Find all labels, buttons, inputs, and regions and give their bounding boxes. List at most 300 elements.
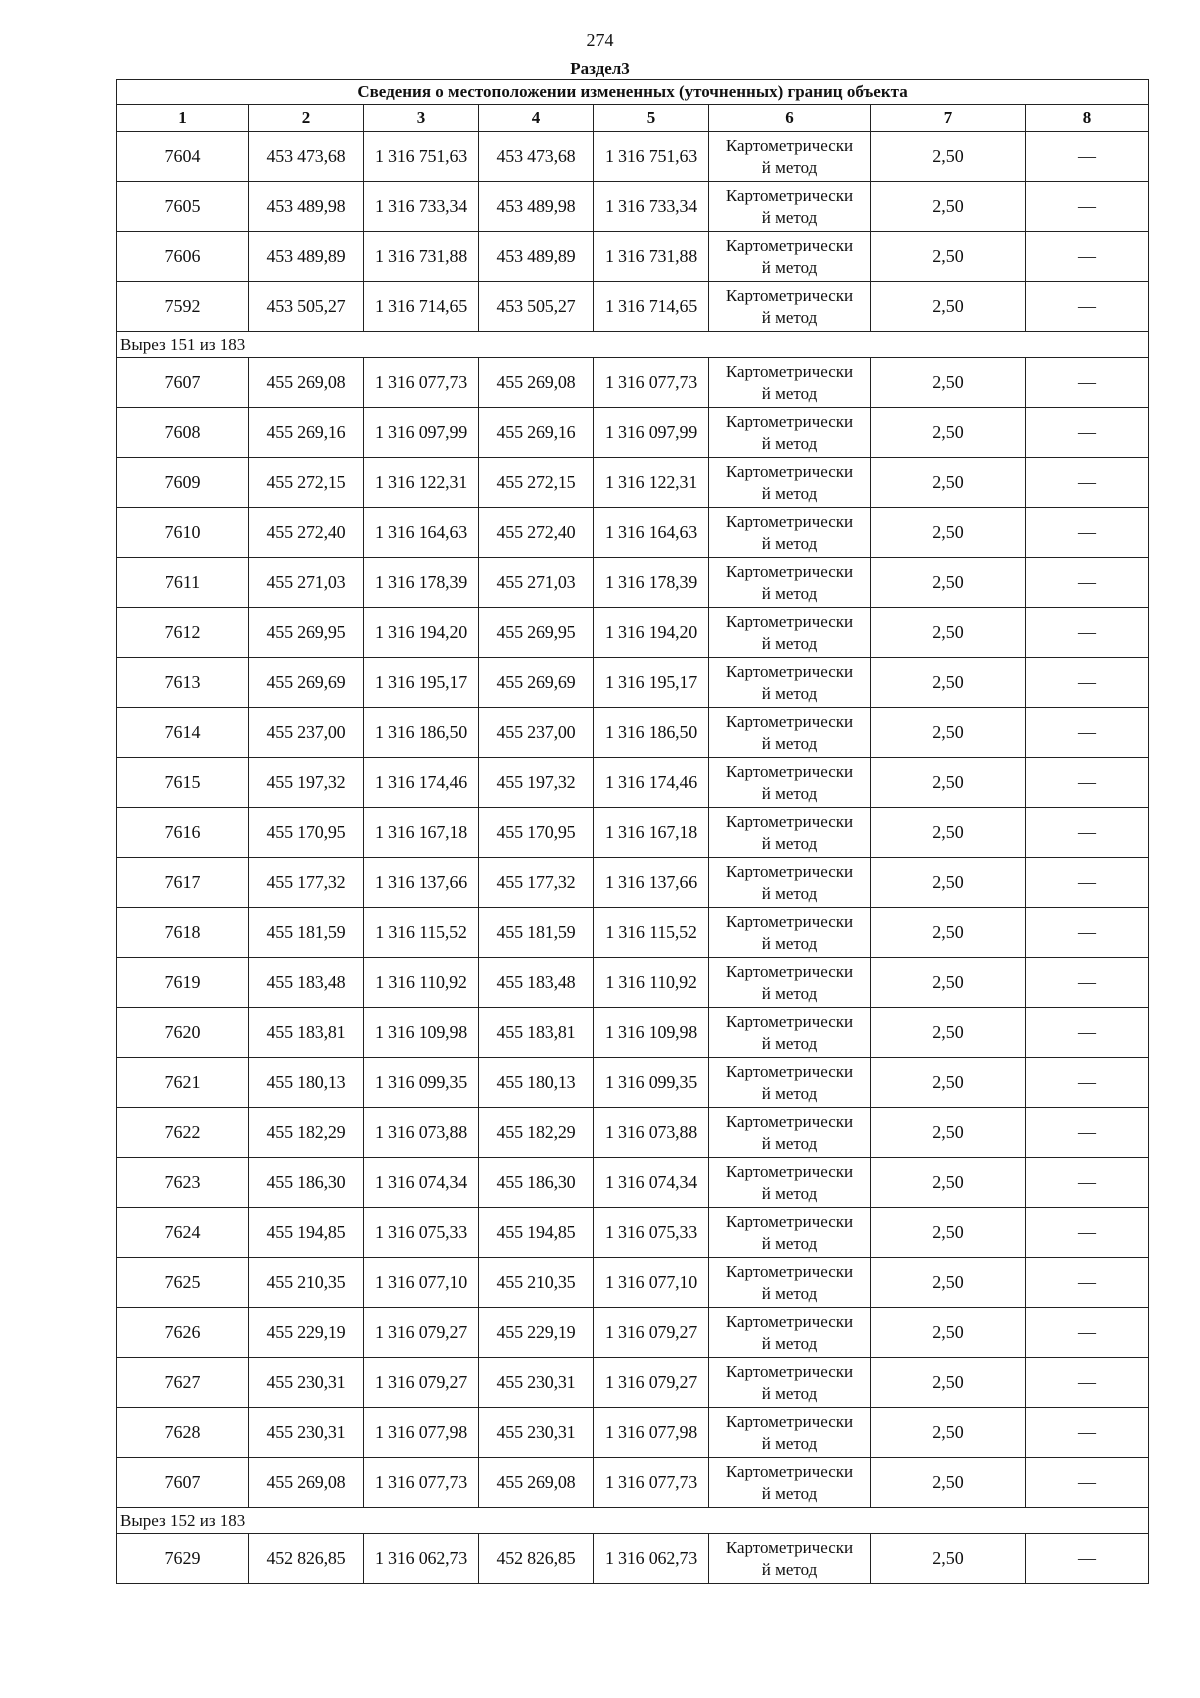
- method-cell: [709, 1358, 871, 1408]
- method-text-line2: й метод: [761, 1333, 818, 1353]
- point-number-cell: 7615: [117, 758, 249, 808]
- method-cell: [709, 282, 871, 332]
- point-number-cell: 7619: [117, 958, 249, 1008]
- method-text-line2: й метод: [761, 783, 818, 803]
- method-text-line2: й метод: [761, 1283, 818, 1303]
- point-number-cell: 7622: [117, 1108, 249, 1158]
- x-new-cell: 455 181,59: [479, 908, 594, 958]
- x-existing-cell: 455 229,19: [249, 1308, 364, 1358]
- method-text-line1: Картометрически: [725, 661, 854, 681]
- accuracy-cell: 2,50: [871, 908, 1026, 958]
- y-existing-cell: 1 316 751,63: [364, 132, 479, 182]
- table-row: [117, 1308, 1149, 1358]
- x-existing-cell: 455 186,30: [249, 1158, 364, 1208]
- x-new-cell: 455 271,03: [479, 558, 594, 608]
- method-text-line2: й метод: [761, 733, 818, 753]
- table-row: [117, 858, 1149, 908]
- y-new-cell: 1 316 074,34: [594, 1158, 709, 1208]
- method-cell: [709, 182, 871, 232]
- y-existing-cell: 1 316 186,50: [364, 708, 479, 758]
- y-new-cell: 1 316 137,66: [594, 858, 709, 908]
- x-new-cell: 455 182,29: [479, 1108, 594, 1158]
- x-new-cell: 455 269,16: [479, 408, 594, 458]
- y-existing-cell: 1 316 077,98: [364, 1408, 479, 1458]
- accuracy-cell: 2,50: [871, 132, 1026, 182]
- y-new-cell: 1 316 186,50: [594, 708, 709, 758]
- x-new-cell: 455 272,15: [479, 458, 594, 508]
- method-text-line2: й метод: [761, 883, 818, 903]
- table-row: [117, 1458, 1149, 1508]
- x-existing-cell: 455 269,95: [249, 608, 364, 658]
- accuracy-cell: 2,50: [871, 1358, 1026, 1408]
- point-number-cell: 7608: [117, 408, 249, 458]
- accuracy-cell: 2,50: [871, 408, 1026, 458]
- method-cell: [709, 558, 871, 608]
- y-existing-cell: 1 316 097,99: [364, 408, 479, 458]
- method-text-line1: Картометрически: [725, 361, 854, 381]
- method-text-line1: Картометрически: [725, 861, 854, 881]
- accuracy-cell: 2,50: [871, 358, 1026, 408]
- y-existing-cell: 1 316 137,66: [364, 858, 479, 908]
- description-cell: —: [1026, 558, 1149, 608]
- y-new-cell: 1 316 122,31: [594, 458, 709, 508]
- method-cell: [709, 1008, 871, 1058]
- description-cell: —: [1026, 282, 1149, 332]
- method-text-line1: Картометрически: [725, 1461, 854, 1481]
- method-text-line1: Картометрически: [725, 185, 854, 205]
- method-text-line1: Картометрически: [725, 611, 854, 631]
- method-text-line2: й метод: [761, 633, 818, 653]
- description-cell: —: [1026, 358, 1149, 408]
- y-new-cell: 1 316 077,98: [594, 1408, 709, 1458]
- method-text-line1: Картометрически: [725, 1361, 854, 1381]
- x-existing-cell: 455 269,16: [249, 408, 364, 458]
- table-row: [117, 1258, 1149, 1308]
- y-new-cell: 1 316 714,65: [594, 282, 709, 332]
- method-text-line1: Картометрически: [725, 1311, 854, 1331]
- method-text-line1: Картометрически: [725, 511, 854, 531]
- description-cell: —: [1026, 958, 1149, 1008]
- accuracy-cell: 2,50: [871, 858, 1026, 908]
- x-new-cell: 455 269,95: [479, 608, 594, 658]
- table-caption: Сведения о местоположении измененных (уточненных) границ объекта: [117, 80, 1149, 105]
- point-number-cell: 7623: [117, 1158, 249, 1208]
- cutout-section-row: [117, 1508, 1149, 1534]
- y-new-cell: 1 316 167,18: [594, 808, 709, 858]
- method-text-line1: Картометрически: [725, 1161, 854, 1181]
- x-new-cell: 455 197,32: [479, 758, 594, 808]
- x-existing-cell: 455 183,81: [249, 1008, 364, 1058]
- y-new-cell: 1 316 079,27: [594, 1308, 709, 1358]
- method-text-line2: й метод: [761, 1559, 818, 1579]
- y-existing-cell: 1 316 077,73: [364, 358, 479, 408]
- accuracy-cell: 2,50: [871, 808, 1026, 858]
- y-new-cell: 1 316 075,33: [594, 1208, 709, 1258]
- column-header: 6: [709, 105, 871, 132]
- point-number-cell: 7609: [117, 458, 249, 508]
- y-existing-cell: 1 316 099,35: [364, 1058, 479, 1108]
- table-row: [117, 758, 1149, 808]
- method-text-line2: й метод: [761, 983, 818, 1003]
- method-text-line1: Картометрически: [725, 561, 854, 581]
- method-text-line2: й метод: [761, 533, 818, 553]
- x-existing-cell: 455 180,13: [249, 1058, 364, 1108]
- method-text-line2: й метод: [761, 583, 818, 603]
- method-text-line1: Картометрически: [725, 961, 854, 981]
- description-cell: —: [1026, 508, 1149, 558]
- point-number-cell: 7607: [117, 1458, 249, 1508]
- point-number-cell: 7628: [117, 1408, 249, 1458]
- method-text-line1: Картометрически: [725, 1537, 854, 1557]
- method-text-line2: й метод: [761, 307, 818, 327]
- accuracy-cell: 2,50: [871, 608, 1026, 658]
- y-existing-cell: 1 316 167,18: [364, 808, 479, 858]
- accuracy-cell: 2,50: [871, 1408, 1026, 1458]
- description-cell: —: [1026, 408, 1149, 458]
- description-cell: —: [1026, 908, 1149, 958]
- method-cell: [709, 408, 871, 458]
- x-new-cell: 455 177,32: [479, 858, 594, 908]
- x-existing-cell: 455 181,59: [249, 908, 364, 958]
- accuracy-cell: 2,50: [871, 758, 1026, 808]
- point-number-cell: 7616: [117, 808, 249, 858]
- x-new-cell: 452 826,85: [479, 1534, 594, 1584]
- point-number-cell: 7604: [117, 132, 249, 182]
- y-new-cell: 1 316 097,99: [594, 408, 709, 458]
- description-cell: —: [1026, 1358, 1149, 1408]
- table-row: [117, 708, 1149, 758]
- y-existing-cell: 1 316 062,73: [364, 1534, 479, 1584]
- column-header: 8: [1026, 105, 1149, 132]
- method-cell: [709, 1208, 871, 1258]
- method-text-line2: й метод: [761, 1433, 818, 1453]
- method-cell: [709, 1534, 871, 1584]
- table-row: [117, 282, 1149, 332]
- method-text-line1: Картометрически: [725, 1211, 854, 1231]
- y-new-cell: 1 316 178,39: [594, 558, 709, 608]
- y-new-cell: 1 316 099,35: [594, 1058, 709, 1108]
- table-row: [117, 232, 1149, 282]
- accuracy-cell: 2,50: [871, 1534, 1026, 1584]
- description-cell: —: [1026, 1408, 1149, 1458]
- method-cell: [709, 958, 871, 1008]
- method-text-line2: й метод: [761, 1083, 818, 1103]
- y-existing-cell: 1 316 109,98: [364, 1008, 479, 1058]
- method-text-line2: й метод: [761, 833, 818, 853]
- x-new-cell: 453 505,27: [479, 282, 594, 332]
- point-number-cell: 7607: [117, 358, 249, 408]
- cutout-section-label: Вырез 151 из 183: [117, 332, 1149, 358]
- accuracy-cell: 2,50: [871, 708, 1026, 758]
- method-text-line1: Картометрически: [725, 235, 854, 255]
- accuracy-cell: 2,50: [871, 1208, 1026, 1258]
- x-existing-cell: 452 826,85: [249, 1534, 364, 1584]
- description-cell: —: [1026, 1208, 1149, 1258]
- description-cell: —: [1026, 608, 1149, 658]
- method-cell: [709, 1408, 871, 1458]
- table-row: [117, 1008, 1149, 1058]
- method-text-line2: й метод: [761, 257, 818, 277]
- table-row: [117, 908, 1149, 958]
- accuracy-cell: 2,50: [871, 958, 1026, 1008]
- x-new-cell: 455 237,00: [479, 708, 594, 758]
- method-text-line1: Картометрически: [725, 411, 854, 431]
- description-cell: —: [1026, 182, 1149, 232]
- description-cell: —: [1026, 1108, 1149, 1158]
- accuracy-cell: 2,50: [871, 658, 1026, 708]
- description-cell: —: [1026, 1158, 1149, 1208]
- y-existing-cell: 1 316 110,92: [364, 958, 479, 1008]
- method-cell: [709, 758, 871, 808]
- x-new-cell: 455 210,35: [479, 1258, 594, 1308]
- x-new-cell: 453 489,89: [479, 232, 594, 282]
- method-cell: [709, 358, 871, 408]
- accuracy-cell: 2,50: [871, 458, 1026, 508]
- y-new-cell: 1 316 751,63: [594, 132, 709, 182]
- description-cell: —: [1026, 708, 1149, 758]
- description-cell: —: [1026, 132, 1149, 182]
- table-row: [117, 558, 1149, 608]
- accuracy-cell: 2,50: [871, 282, 1026, 332]
- point-number-cell: 7611: [117, 558, 249, 608]
- x-new-cell: 455 183,48: [479, 958, 594, 1008]
- method-text-line1: Картометрически: [725, 1261, 854, 1281]
- accuracy-cell: 2,50: [871, 1008, 1026, 1058]
- y-existing-cell: 1 316 731,88: [364, 232, 479, 282]
- accuracy-cell: 2,50: [871, 558, 1026, 608]
- point-number-cell: 7613: [117, 658, 249, 708]
- y-new-cell: 1 316 077,73: [594, 1458, 709, 1508]
- method-text-line2: й метод: [761, 383, 818, 403]
- x-existing-cell: 455 183,48: [249, 958, 364, 1008]
- y-existing-cell: 1 316 174,46: [364, 758, 479, 808]
- y-existing-cell: 1 316 079,27: [364, 1308, 479, 1358]
- method-text-line1: Картометрически: [725, 1111, 854, 1131]
- x-existing-cell: 455 177,32: [249, 858, 364, 908]
- cutout-section-label: Вырез 152 из 183: [117, 1508, 1149, 1534]
- x-existing-cell: 455 170,95: [249, 808, 364, 858]
- accuracy-cell: 2,50: [871, 1058, 1026, 1108]
- method-text-line2: й метод: [761, 933, 818, 953]
- point-number-cell: 7592: [117, 282, 249, 332]
- y-new-cell: 1 316 194,20: [594, 608, 709, 658]
- y-existing-cell: 1 316 077,10: [364, 1258, 479, 1308]
- method-text-line2: й метод: [761, 1483, 818, 1503]
- y-new-cell: 1 316 733,34: [594, 182, 709, 232]
- point-number-cell: 7620: [117, 1008, 249, 1058]
- y-new-cell: 1 316 164,63: [594, 508, 709, 558]
- method-text-line2: й метод: [761, 433, 818, 453]
- x-existing-cell: 455 194,85: [249, 1208, 364, 1258]
- description-cell: —: [1026, 1058, 1149, 1108]
- description-cell: —: [1026, 1458, 1149, 1508]
- x-existing-cell: 455 269,08: [249, 1458, 364, 1508]
- y-new-cell: 1 316 731,88: [594, 232, 709, 282]
- column-header: 7: [871, 105, 1026, 132]
- x-new-cell: 455 269,08: [479, 1458, 594, 1508]
- x-new-cell: 455 186,30: [479, 1158, 594, 1208]
- y-existing-cell: 1 316 733,34: [364, 182, 479, 232]
- table-row: [117, 358, 1149, 408]
- y-existing-cell: 1 316 178,39: [364, 558, 479, 608]
- accuracy-cell: 2,50: [871, 1308, 1026, 1358]
- table-row: [117, 508, 1149, 558]
- point-number-cell: 7621: [117, 1058, 249, 1108]
- y-new-cell: 1 316 077,10: [594, 1258, 709, 1308]
- point-number-cell: 7625: [117, 1258, 249, 1308]
- x-new-cell: 455 170,95: [479, 808, 594, 858]
- x-existing-cell: 455 197,32: [249, 758, 364, 808]
- y-existing-cell: 1 316 164,63: [364, 508, 479, 558]
- x-existing-cell: 455 269,69: [249, 658, 364, 708]
- method-text-line2: й метод: [761, 483, 818, 503]
- y-existing-cell: 1 316 077,73: [364, 1458, 479, 1508]
- method-text-line2: й метод: [761, 683, 818, 703]
- method-text-line1: Картометрически: [725, 1011, 854, 1031]
- y-new-cell: 1 316 110,92: [594, 958, 709, 1008]
- coordinates-table: [116, 79, 1149, 1584]
- point-number-cell: 7627: [117, 1358, 249, 1408]
- y-existing-cell: 1 316 194,20: [364, 608, 479, 658]
- point-number-cell: 7606: [117, 232, 249, 282]
- table-row: [117, 1108, 1149, 1158]
- table-row: [117, 1408, 1149, 1458]
- method-text-line1: Картометрически: [725, 811, 854, 831]
- y-existing-cell: 1 316 073,88: [364, 1108, 479, 1158]
- x-existing-cell: 455 182,29: [249, 1108, 364, 1158]
- description-cell: —: [1026, 1008, 1149, 1058]
- x-existing-cell: 455 230,31: [249, 1358, 364, 1408]
- description-cell: —: [1026, 1308, 1149, 1358]
- accuracy-cell: 2,50: [871, 232, 1026, 282]
- description-cell: —: [1026, 758, 1149, 808]
- y-existing-cell: 1 316 075,33: [364, 1208, 479, 1258]
- method-cell: [709, 908, 871, 958]
- y-existing-cell: 1 316 079,27: [364, 1358, 479, 1408]
- y-new-cell: 1 316 077,73: [594, 358, 709, 408]
- column-header: 5: [594, 105, 709, 132]
- method-cell: [709, 1258, 871, 1308]
- y-existing-cell: 1 316 714,65: [364, 282, 479, 332]
- table-row: [117, 1534, 1149, 1584]
- x-new-cell: 455 194,85: [479, 1208, 594, 1258]
- section-title: Раздел3: [570, 59, 630, 78]
- point-number-cell: 7618: [117, 908, 249, 958]
- x-existing-cell: 453 473,68: [249, 132, 364, 182]
- accuracy-cell: 2,50: [871, 1108, 1026, 1158]
- description-cell: —: [1026, 232, 1149, 282]
- method-text-line1: Картометрически: [725, 911, 854, 931]
- x-existing-cell: 455 269,08: [249, 358, 364, 408]
- table-row: [117, 1158, 1149, 1208]
- y-new-cell: 1 316 109,98: [594, 1008, 709, 1058]
- column-header: 2: [249, 105, 364, 132]
- y-new-cell: 1 316 062,73: [594, 1534, 709, 1584]
- y-new-cell: 1 316 079,27: [594, 1358, 709, 1408]
- table-row: [117, 608, 1149, 658]
- method-cell: [709, 458, 871, 508]
- x-new-cell: 455 229,19: [479, 1308, 594, 1358]
- description-cell: —: [1026, 808, 1149, 858]
- method-cell: [709, 808, 871, 858]
- method-text-line2: й метод: [761, 207, 818, 227]
- point-number-cell: 7610: [117, 508, 249, 558]
- x-existing-cell: 453 489,98: [249, 182, 364, 232]
- cutout-section-row: [117, 332, 1149, 358]
- method-cell: [709, 508, 871, 558]
- column-header: 1: [117, 105, 249, 132]
- table-body: [117, 132, 1149, 1584]
- x-new-cell: 455 180,13: [479, 1058, 594, 1108]
- y-existing-cell: 1 316 195,17: [364, 658, 479, 708]
- method-text-line1: Картометрически: [725, 1061, 854, 1081]
- method-cell: [709, 1058, 871, 1108]
- table-row: [117, 808, 1149, 858]
- column-header: 3: [364, 105, 479, 132]
- method-text-line2: й метод: [761, 1233, 818, 1253]
- table-row: [117, 658, 1149, 708]
- table-row: [117, 1358, 1149, 1408]
- x-new-cell: 455 183,81: [479, 1008, 594, 1058]
- page-number: 274: [586, 30, 614, 50]
- table-row: [117, 182, 1149, 232]
- method-cell: [709, 708, 871, 758]
- method-text-line1: Картометрически: [725, 135, 854, 155]
- y-new-cell: 1 316 195,17: [594, 658, 709, 708]
- y-new-cell: 1 316 174,46: [594, 758, 709, 808]
- method-text-line2: й метод: [761, 157, 818, 177]
- x-existing-cell: 455 230,31: [249, 1408, 364, 1458]
- method-text-line1: Картометрически: [725, 1411, 854, 1431]
- x-existing-cell: 455 272,40: [249, 508, 364, 558]
- method-text-line1: Картометрически: [725, 461, 854, 481]
- y-existing-cell: 1 316 074,34: [364, 1158, 479, 1208]
- method-cell: [709, 1458, 871, 1508]
- method-text-line2: й метод: [761, 1383, 818, 1403]
- method-cell: [709, 1158, 871, 1208]
- point-number-cell: 7624: [117, 1208, 249, 1258]
- method-cell: [709, 132, 871, 182]
- x-new-cell: 455 269,69: [479, 658, 594, 708]
- x-new-cell: 455 272,40: [479, 508, 594, 558]
- point-number-cell: 7617: [117, 858, 249, 908]
- x-existing-cell: 455 272,15: [249, 458, 364, 508]
- point-number-cell: 7614: [117, 708, 249, 758]
- method-cell: [709, 232, 871, 282]
- table-row: [117, 458, 1149, 508]
- y-new-cell: 1 316 073,88: [594, 1108, 709, 1158]
- method-text-line1: Картометрически: [725, 711, 854, 731]
- point-number-cell: 7629: [117, 1534, 249, 1584]
- description-cell: —: [1026, 858, 1149, 908]
- x-new-cell: 453 473,68: [479, 132, 594, 182]
- x-existing-cell: 455 271,03: [249, 558, 364, 608]
- description-cell: —: [1026, 458, 1149, 508]
- y-existing-cell: 1 316 115,52: [364, 908, 479, 958]
- x-existing-cell: 455 210,35: [249, 1258, 364, 1308]
- y-existing-cell: 1 316 122,31: [364, 458, 479, 508]
- method-text-line1: Картометрически: [725, 761, 854, 781]
- point-number-cell: 7626: [117, 1308, 249, 1358]
- method-text-line1: Картометрически: [725, 285, 854, 305]
- method-cell: [709, 658, 871, 708]
- table-row: [117, 1058, 1149, 1108]
- accuracy-cell: 2,50: [871, 1158, 1026, 1208]
- x-new-cell: 453 489,98: [479, 182, 594, 232]
- accuracy-cell: 2,50: [871, 508, 1026, 558]
- point-number-cell: 7612: [117, 608, 249, 658]
- x-new-cell: 455 269,08: [479, 358, 594, 408]
